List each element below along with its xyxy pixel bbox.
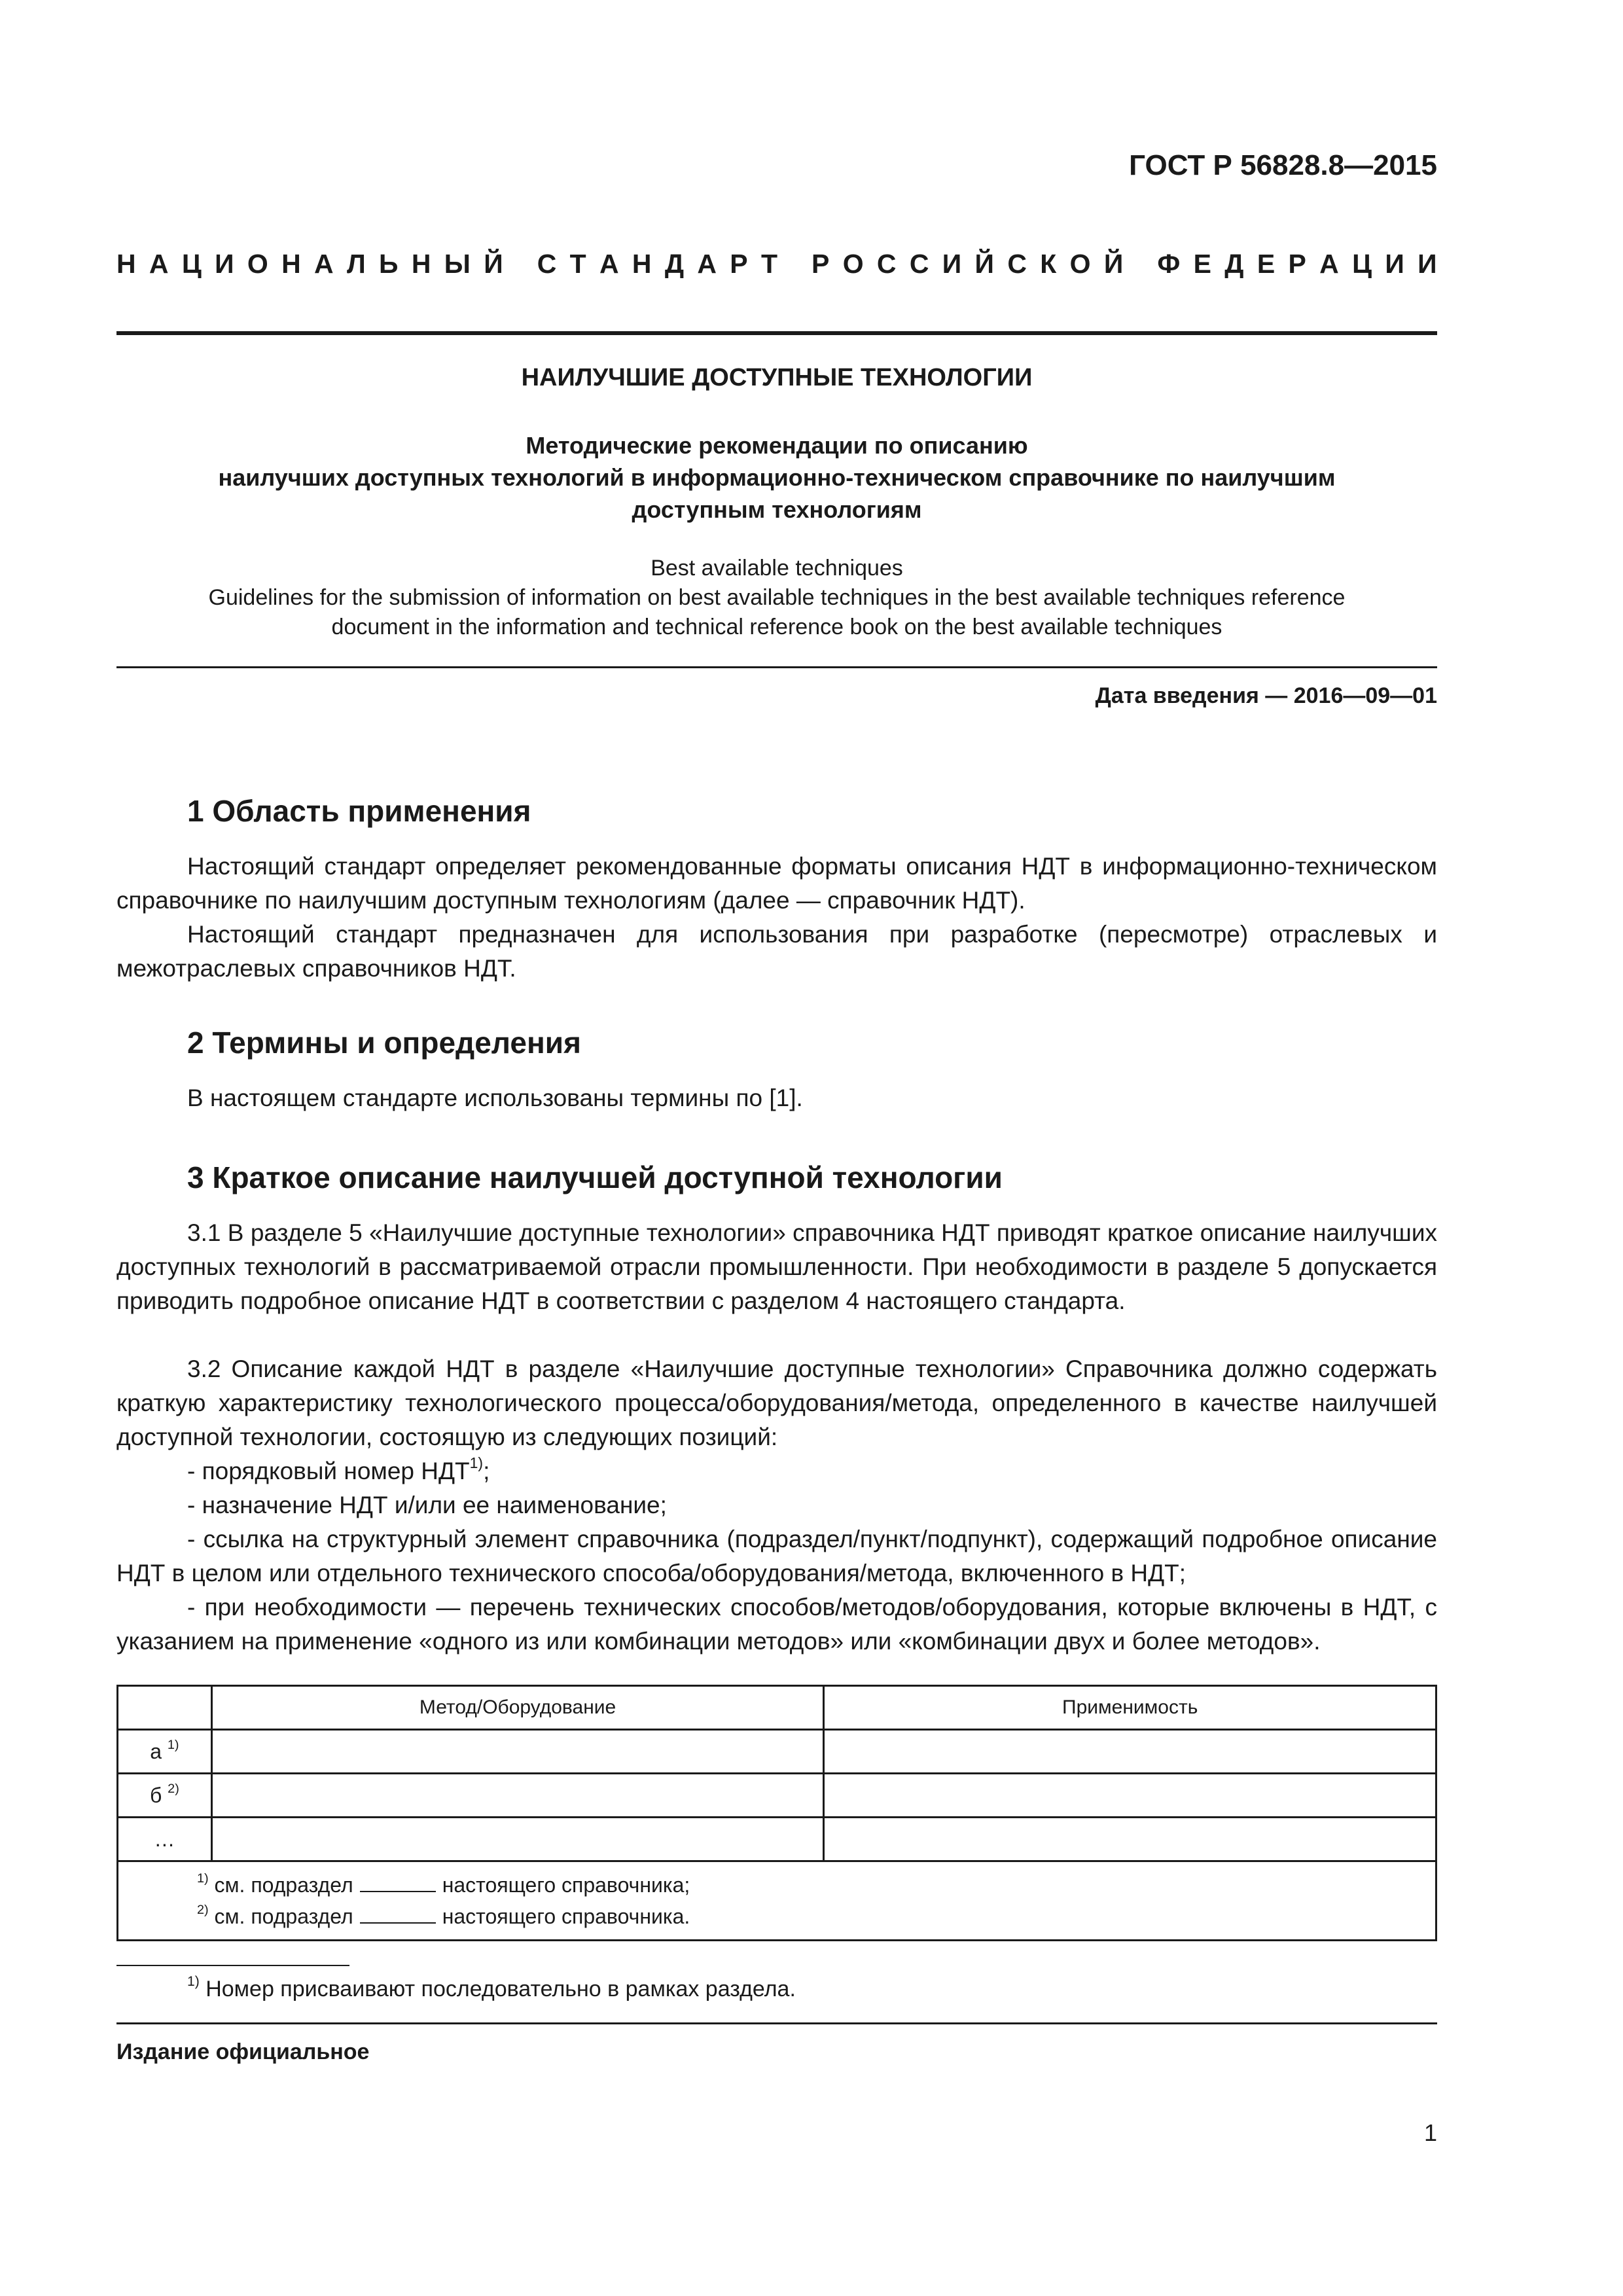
- title-letter: И: [1418, 249, 1437, 279]
- title-letter: О: [247, 249, 268, 279]
- section-1-paragraph-2: Настоящий стандарт предназначен для использования при разработке (пересмотре) отраслевых и межотраслевых справочников НДТ.: [116, 921, 1437, 982]
- title-letter: [1137, 249, 1144, 279]
- table-cell: [824, 1774, 1436, 1818]
- footnote-marker: 1): [187, 1974, 200, 1990]
- title-letter: И: [942, 249, 962, 279]
- table-header-row: [118, 1686, 1436, 1730]
- title-letter: Е: [1257, 249, 1275, 279]
- document-subtitle: [116, 429, 1437, 526]
- table-note-1: $^{1)}$ см. подраздел настоящего справочника;: [197, 1871, 690, 1897]
- national-standard-title: [116, 249, 1437, 279]
- title-letter: О: [842, 249, 864, 279]
- table-cell: [211, 1730, 824, 1774]
- title-letter: Ц: [181, 249, 202, 279]
- blank-field: [360, 1873, 436, 1892]
- title-letter: А: [1319, 249, 1339, 279]
- title-letter: Н: [281, 249, 301, 279]
- section-2-heading: 2 Термины и определения: [187, 1026, 581, 1060]
- title-letter: И: [215, 249, 234, 279]
- title-letter: А: [314, 249, 334, 279]
- title-letter: Ф: [1157, 249, 1181, 279]
- table-header-applicability: Применимость: [824, 1686, 1436, 1730]
- list-item-3: - ссылка на структурный элемент справочника (подраздел/пункт/подпункт), содержащий подробное описание НДТ в целом или отдельного технического способа/оборудования/метода, включенного в НДТ;: [116, 1526, 1437, 1587]
- subtitle-line-2: наилучших доступных технологий в информационно-техническом справочнике по наилучшим: [218, 464, 1336, 491]
- section-3-paragraph-1: 3.1 В разделе 5 «Наилучшие доступные технологии» справочника НДТ приводят краткое описание наилучших доступных технологий в рассматриваемой отрасли промышленности. При необходимости в разделе 5 допускается приводить подробное описание НДТ в соответствии с разделом 4 настоящего стандарта.: [116, 1219, 1437, 1314]
- title-letter: [791, 249, 798, 279]
- title-letter: И: [1385, 249, 1404, 279]
- title-letter: Р: [1288, 249, 1306, 279]
- footnote-text: Номер присваивают последовательно в рамках раздела.: [205, 1977, 796, 2001]
- row-label: а $^{1)}$: [118, 1730, 212, 1774]
- footnote: [187, 1974, 796, 2002]
- title-letter: Н: [116, 249, 136, 279]
- table-cell: [211, 1774, 824, 1818]
- list-item-2: - назначение НДТ и/или ее наименование;: [187, 1492, 667, 1518]
- title-letter: Т: [569, 249, 586, 279]
- title-letter: Й: [484, 249, 503, 279]
- table-notes-row: [118, 1861, 1436, 1941]
- introduction-date: Дата введения — 2016—09—01: [1095, 683, 1437, 708]
- table-notes: [118, 1861, 1436, 1941]
- title-letter: Й: [1103, 249, 1124, 279]
- section-3-paragraph-2: 3.2 Описание каждой НДТ в разделе «Наилучшие доступные технологии» Справочника должно содержать краткую характеристику технологического процесса/оборудования/метода, определенного в качестве наилучшей доступной технологии, состоящую из следующих позиций:: [116, 1355, 1437, 1450]
- header-rule: [116, 331, 1437, 335]
- english-title-line-1: Best available techniques: [651, 556, 903, 581]
- footnote-ref-1: 1): [469, 1454, 484, 1471]
- english-title-line-2: Guidelines for the submission of information on best available techniques in the best available techniques reference: [208, 585, 1346, 610]
- title-letter: С: [909, 249, 929, 279]
- table-cell: [824, 1818, 1436, 1861]
- title-letter: Е: [1193, 249, 1211, 279]
- title-letter: Й: [974, 249, 995, 279]
- title-letter: А: [697, 249, 717, 279]
- title-letter: Т: [760, 249, 777, 279]
- table-cell: [824, 1730, 1436, 1774]
- title-letter: Р: [812, 249, 830, 279]
- list-item-1: [116, 1454, 1437, 1488]
- document-title: НАИЛУЧШИЕ ДОСТУПНЫЕ ТЕХНОЛОГИИ: [521, 364, 1033, 391]
- title-letter: Ь: [379, 249, 399, 279]
- title-letter: А: [599, 249, 619, 279]
- blank-field: [360, 1904, 436, 1924]
- document-number: ГОСТ Р 56828.8—2015: [1129, 149, 1437, 181]
- table-row: [118, 1774, 1436, 1818]
- section-1-heading: 1 Область применения: [187, 794, 531, 828]
- subtitle-line-1: Методические рекомендации по описанию: [526, 432, 1028, 459]
- table-row: [118, 1818, 1436, 1861]
- row-label: …: [118, 1818, 212, 1861]
- title-letter: С: [537, 249, 557, 279]
- page-number: 1: [1423, 2119, 1437, 2146]
- edition-label: Издание официальное: [116, 2039, 370, 2064]
- subtitle-line-3: доступным технологиям: [632, 496, 922, 523]
- list-item-1-tail: ;: [483, 1458, 490, 1484]
- table-cell: [211, 1818, 824, 1861]
- title-letter: О: [1069, 249, 1091, 279]
- title-letter: Ц: [1352, 249, 1372, 279]
- title-rule: [116, 666, 1437, 668]
- row-label: б $^{2)}$: [118, 1774, 212, 1818]
- title-letter: Н: [411, 249, 431, 279]
- title-letter: С: [1007, 249, 1027, 279]
- title-letter: А: [149, 249, 169, 279]
- section-1-paragraph-1: Настоящий стандарт определяет рекомендованные форматы описания НДТ в информационно-техническом справочнике по наилучшим доступным технологиям (далее — справочник НДТ).: [116, 853, 1437, 914]
- table-note-2: $^{2)}$ см. подраздел настоящего справочника.: [197, 1903, 690, 1928]
- title-letter: [516, 249, 524, 279]
- method-table: [116, 1685, 1437, 1941]
- list-item-4: - при необходимости — перечень технических способов/методов/оборудования, которые включены в НДТ, с указанием на применение «одного из или комбинации методов» или «комбинации двух и более методов».: [116, 1594, 1437, 1655]
- title-letter: Н: [632, 249, 652, 279]
- english-title-line-3: document in the information and technical reference book on the best available techniques: [331, 615, 1222, 639]
- title-letter: Д: [664, 249, 685, 279]
- title-letter: Д: [1224, 249, 1244, 279]
- table-header-method: Метод/Оборудование: [211, 1686, 824, 1730]
- title-letter: Л: [346, 249, 366, 279]
- table-row: [118, 1730, 1436, 1774]
- title-letter: Ы: [444, 249, 471, 279]
- title-letter: Р: [730, 249, 748, 279]
- section-3-heading: 3 Краткое описание наилучшей доступной технологии: [187, 1160, 1003, 1194]
- table-header-empty: [118, 1686, 212, 1730]
- title-letter: С: [876, 249, 897, 279]
- list-item-1-text: - порядковый номер НДТ: [187, 1458, 470, 1484]
- section-2-paragraph-1: В настоящем стандарте использованы термины по [1].: [187, 1085, 803, 1111]
- footer-rule: [116, 2022, 1437, 2024]
- footnote-rule: [116, 1965, 349, 1966]
- title-letter: К: [1040, 249, 1057, 279]
- english-title: [116, 554, 1437, 642]
